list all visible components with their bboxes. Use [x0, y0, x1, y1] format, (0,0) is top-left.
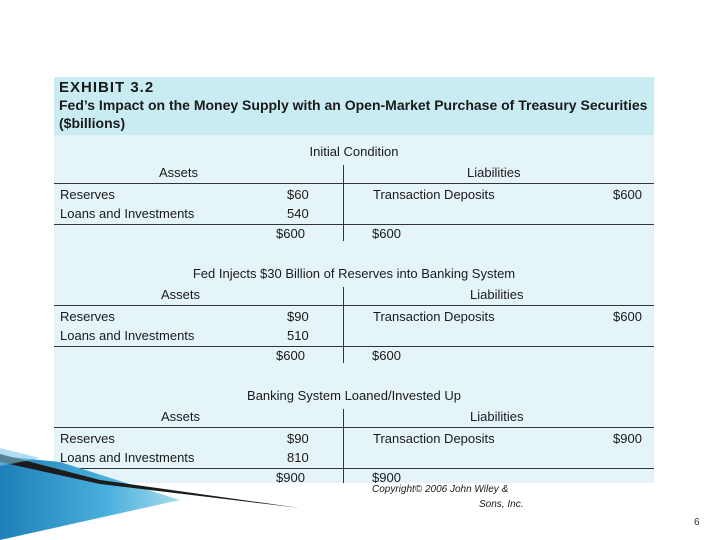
t-account-divider: [343, 287, 344, 363]
total-liabilities: $900: [372, 470, 401, 485]
exhibit-title: Fed’s Impact on the Money Supply with an Open-Market Purchase of Treasury Securities ($billions): [59, 97, 648, 131]
row-asset-value: 510: [287, 328, 309, 343]
copyright-line-2: Sons, Inc.: [479, 499, 524, 510]
copyright-line-1: Copyright© 2006 John Wiley &: [372, 484, 509, 495]
swoosh-blue-shape: [0, 456, 180, 540]
row-liability-value: $600: [613, 309, 642, 324]
row-asset-value: 540: [287, 206, 309, 221]
section-fed-injects: [54, 266, 654, 364]
row-liability-label: Transaction Deposits: [373, 431, 495, 446]
section-title: Initial Condition: [309, 144, 399, 159]
assets-header: Assets: [161, 409, 201, 424]
total-assets: $900: [276, 470, 305, 485]
liabilities-header: Liabilities: [470, 409, 524, 424]
exhibit-number: EXHIBIT 3.2: [59, 79, 155, 96]
liabilities-header: Liabilities: [467, 165, 521, 180]
header-rule: [54, 427, 654, 428]
row-asset-label: Loans and Investments: [60, 206, 195, 221]
row-asset-label: Reserves: [60, 187, 115, 202]
row-asset-label: Loans and Investments: [60, 450, 195, 465]
section-initial-condition: [54, 144, 654, 242]
row-asset-label: Reserves: [60, 431, 115, 446]
section-title: Fed Injects $30 Billion of Reserves into Banking System: [192, 266, 516, 281]
exhibit-header: [54, 77, 654, 135]
header-rule: [54, 183, 654, 184]
liabilities-header: Liabilities: [470, 287, 524, 302]
row-liability-value: $900: [613, 431, 642, 446]
assets-header: Assets: [161, 287, 201, 302]
section-title: Banking System Loaned/Invested Up: [247, 388, 461, 403]
row-asset-label: Loans and Investments: [60, 328, 195, 343]
row-asset-value: $90: [287, 309, 309, 324]
header-rule: [54, 305, 654, 306]
row-asset-value: 810: [287, 450, 309, 465]
row-asset-value: $90: [287, 431, 309, 446]
row-asset-value: $60: [287, 187, 309, 202]
total-assets: $600: [276, 226, 305, 241]
row-liability-label: Transaction Deposits: [373, 187, 495, 202]
row-asset-label: Reserves: [60, 309, 115, 324]
total-rule: [54, 224, 654, 225]
total-assets: $600: [276, 348, 305, 363]
copyright-notice: [372, 482, 532, 512]
total-liabilities: $600: [372, 226, 401, 241]
row-liability-label: Transaction Deposits: [373, 309, 495, 324]
total-rule: [54, 346, 654, 347]
assets-header: Assets: [159, 165, 199, 180]
page-number: 6: [694, 517, 700, 528]
total-liabilities: $600: [372, 348, 401, 363]
t-account-divider: [343, 165, 344, 241]
row-liability-value: $600: [613, 187, 642, 202]
decorative-swoosh: [0, 448, 720, 540]
exhibit-table: [54, 77, 654, 483]
